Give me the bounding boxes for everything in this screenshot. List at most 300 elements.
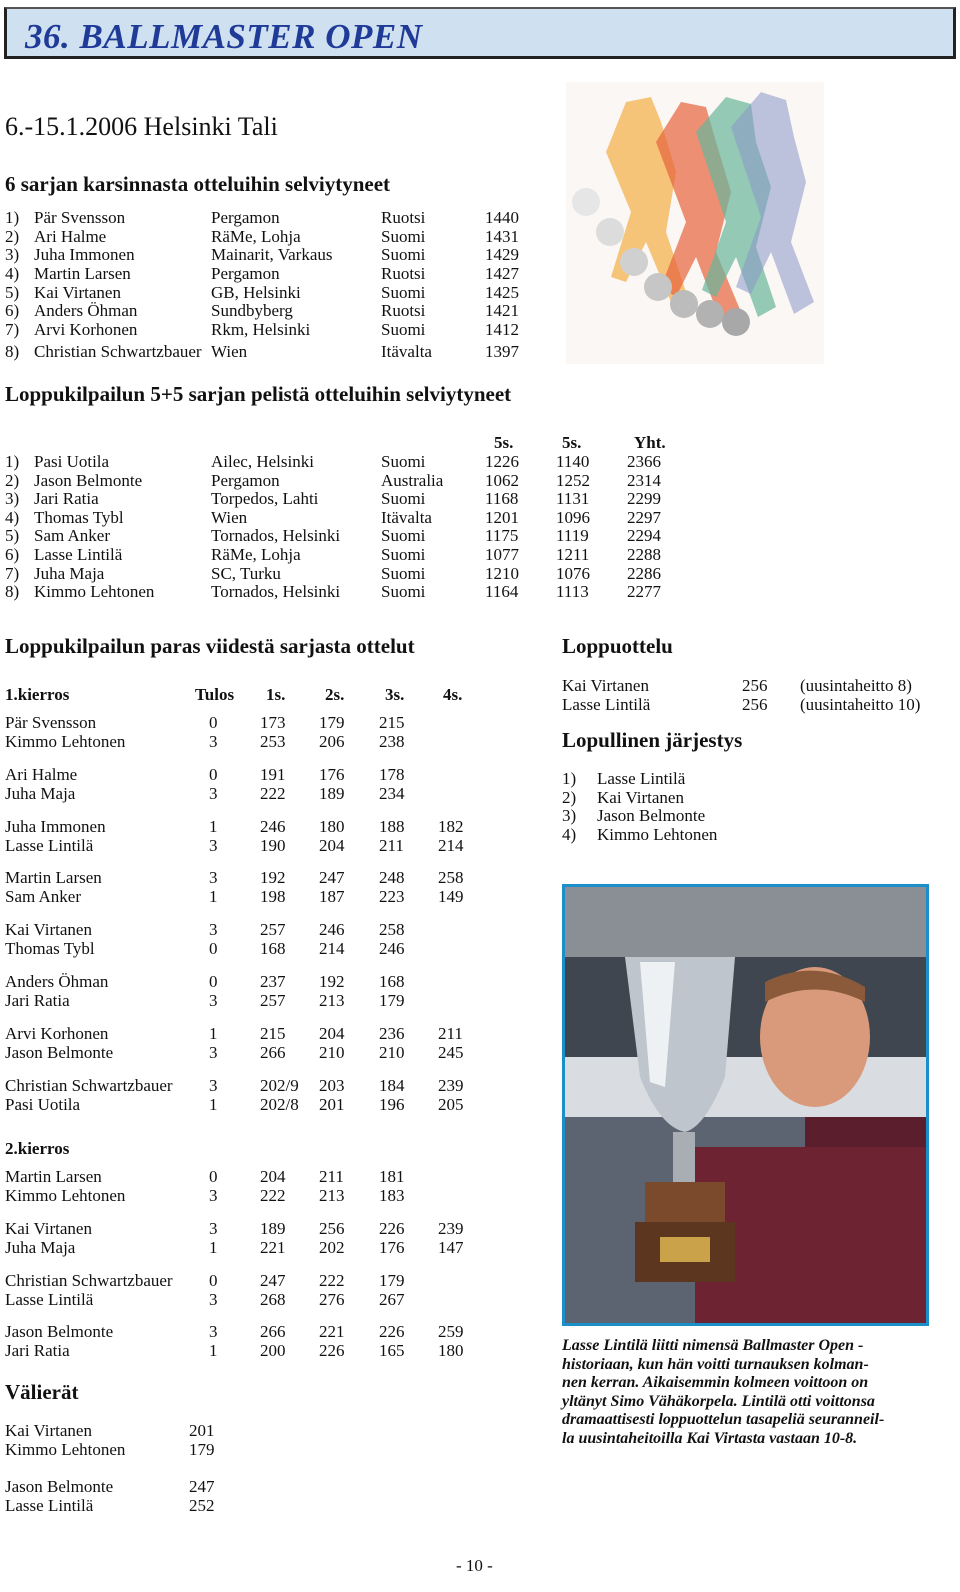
game-score: 214	[438, 835, 464, 855]
page-number: - 10 -	[456, 1556, 493, 1575]
final55-row	[0, 471, 700, 490]
col-5s-1: 5s.	[494, 433, 514, 452]
standings-heading: Lopullinen järjestys	[562, 728, 743, 752]
game-score: 245	[438, 1042, 464, 1062]
qual-pos: 1)	[5, 208, 20, 227]
final55-b: 1131	[556, 489, 590, 509]
final55-country: Suomi	[381, 526, 426, 546]
match-result: 1	[209, 1094, 218, 1114]
final55-name: Pasi Uotila	[34, 452, 110, 471]
final55-pos: 1)	[5, 452, 20, 471]
player-name: Kai Virtanen	[5, 920, 92, 940]
winner-photo	[562, 884, 929, 1326]
match-result: 0	[209, 939, 218, 959]
qual-score: 1412	[485, 320, 519, 339]
match-player-row	[0, 713, 480, 732]
game-score: 237	[260, 972, 286, 991]
qual-country: Suomi	[381, 245, 426, 264]
title-banner	[4, 7, 956, 59]
player-name: Thomas Tybl	[5, 939, 95, 959]
round2-label: 2.kierros	[5, 1139, 70, 1158]
qual-row	[0, 320, 560, 339]
qual-country: Itävalta	[381, 342, 432, 361]
game-score: 213	[319, 991, 345, 1010]
final-row	[0, 676, 950, 695]
game-score: 247	[319, 868, 345, 888]
qual-row	[0, 264, 560, 283]
game-score: 226	[319, 1341, 345, 1361]
match-result: 3	[209, 1322, 218, 1342]
match-result: 3	[209, 1186, 218, 1205]
caption-line: yltänyt Simo Vähäkorpela. Lintilä otti voittonsa	[562, 1392, 875, 1410]
match-result: 1	[209, 1023, 218, 1043]
player-name: Juha Maja	[5, 1237, 76, 1257]
game-score: 149	[438, 887, 464, 907]
match-result: 3	[209, 835, 218, 855]
game-score: 221	[260, 1237, 286, 1257]
qual-pos: 6)	[5, 301, 20, 320]
final55-pos: 3)	[5, 489, 20, 509]
match-result: 3	[209, 1075, 218, 1095]
final55-country: Suomi	[381, 452, 426, 471]
match-player-row	[0, 1095, 480, 1114]
final-name: Lasse Lintilä	[562, 694, 651, 714]
final55-b: 1140	[556, 452, 590, 471]
caption-line: Lasse Lintilä liitti nimensä Ballmaster Open -	[562, 1337, 864, 1354]
match-player-row	[0, 1024, 480, 1043]
player-name: Jason Belmonte	[5, 1042, 114, 1062]
game-score: 211	[379, 835, 404, 855]
game-score: 147	[438, 1237, 464, 1257]
final55-a: 1168	[485, 489, 519, 509]
qual-score: 1397	[485, 342, 519, 361]
final55-row	[0, 564, 700, 583]
player-name: Jari Ratia	[5, 991, 70, 1010]
game-score: 179	[379, 991, 405, 1010]
game-score: 210	[379, 1042, 405, 1062]
player-name: Anders Öhman	[5, 972, 109, 991]
standing-row	[0, 825, 950, 844]
player-name: Jason Belmonte	[5, 1477, 114, 1496]
game-score: 267	[379, 1289, 405, 1309]
game-score: 179	[319, 713, 345, 732]
qual-pos: 5)	[5, 283, 20, 302]
round1-label: 1.kierros	[5, 685, 70, 704]
final55-t: 2299	[627, 489, 661, 509]
match-player-row	[0, 868, 480, 887]
player-name: Martin Larsen	[5, 868, 102, 888]
match-player-row	[0, 920, 480, 939]
final55-pos: 7)	[5, 563, 20, 583]
match-result: 3	[209, 1042, 218, 1062]
game-score: 234	[379, 783, 405, 803]
game-score: 238	[379, 732, 405, 751]
qual-name: Juha Immonen	[34, 245, 135, 264]
qual-club: Wien	[211, 342, 248, 361]
qual-country: Suomi	[381, 283, 426, 302]
game-score: 266	[260, 1042, 286, 1062]
player-name: Juha Maja	[5, 783, 76, 803]
match-player-row	[0, 1219, 480, 1238]
qual-heading: 6 sarjan karsinnasta otteluihin selviytyneet	[5, 172, 391, 196]
final55-pos: 4)	[5, 507, 20, 527]
game-score: 168	[379, 972, 405, 991]
game-score: 236	[379, 1023, 405, 1043]
matches-heading: Loppukilpailun paras viidestä sarjasta ottelut	[5, 634, 415, 658]
final55-t: 2314	[627, 470, 661, 490]
final55-name: Kimmo Lehtonen	[34, 582, 155, 602]
final55-a: 1226	[485, 452, 519, 471]
game-score: 184	[379, 1075, 405, 1095]
game-score: 213	[319, 1186, 345, 1205]
game-score: 258	[379, 920, 405, 940]
match-player-row	[0, 1290, 480, 1309]
final55-club: RäMe, Lohja	[211, 545, 301, 564]
semi-score: 179	[189, 1440, 215, 1459]
dateline: 6.-15.1.2006 Helsinki Tali	[5, 112, 278, 141]
qual-name: Ari Halme	[34, 227, 107, 246]
qual-name: Arvi Korhonen	[34, 320, 138, 339]
match-player-row	[0, 732, 480, 751]
game-score: 187	[319, 887, 345, 907]
qual-pos: 8)	[5, 342, 20, 361]
match-result: 1	[209, 1341, 218, 1361]
game-score: 204	[319, 835, 345, 855]
qual-country: Ruotsi	[381, 264, 426, 283]
final-note: (uusintaheitto 8)	[800, 676, 912, 695]
caption-line: dramaattisesti loppuottelun tasapeliä seuranneil-	[562, 1411, 885, 1428]
caption-line: nen kerran. Aikaisemmin kolmeen voittoon on	[562, 1374, 869, 1391]
game-score: 192	[319, 972, 345, 991]
game-score: 266	[260, 1322, 286, 1342]
match-result: 0	[209, 764, 218, 784]
match-player-row	[0, 1271, 480, 1290]
match-player-row	[0, 939, 480, 958]
final-row	[0, 695, 950, 714]
game-score: 182	[438, 816, 464, 836]
qual-row	[0, 283, 560, 302]
match-result: 3	[209, 783, 218, 803]
match-result: 1	[209, 816, 218, 836]
qual-pos: 7)	[5, 320, 20, 339]
qual-row	[0, 342, 560, 361]
final55-b: 1096	[556, 507, 590, 527]
final55-club: SC, Turku	[211, 563, 281, 583]
final55-country: Australia	[381, 470, 444, 490]
semi-player-row	[0, 1421, 260, 1440]
qual-name: Anders Öhman	[34, 301, 138, 320]
game-score: 215	[260, 1023, 286, 1043]
game-score: 210	[319, 1042, 345, 1062]
qual-row	[0, 301, 560, 320]
standing-pos: 4)	[562, 824, 577, 844]
photo-caption	[562, 1337, 932, 1448]
final55-heading: Loppukilpailun 5+5 sarjan pelistä otteluihin selviytyneet	[5, 382, 512, 406]
final55-a: 1175	[485, 526, 519, 546]
bowler-artwork	[566, 82, 824, 364]
final55-club: Tornados, Helsinki	[211, 526, 341, 546]
standing-row	[0, 788, 950, 807]
game-score: 189	[319, 783, 345, 803]
game-score: 206	[319, 732, 345, 751]
col-3s: 3s.	[385, 685, 405, 704]
final55-club: Ailec, Helsinki	[211, 452, 314, 471]
standing-name: Lasse Lintilä	[597, 769, 686, 788]
final55-name: Thomas Tybl	[34, 507, 124, 527]
final55-t: 2297	[627, 507, 661, 527]
final-score: 256	[742, 694, 768, 714]
qual-pos: 2)	[5, 227, 20, 246]
qual-row	[0, 227, 560, 246]
game-score: 211	[438, 1023, 463, 1043]
final55-t: 2277	[627, 582, 661, 602]
semi-score: 252	[189, 1496, 215, 1515]
final55-a: 1062	[485, 470, 519, 490]
final55-country: Suomi	[381, 545, 426, 564]
game-score: 176	[319, 764, 345, 784]
final55-b: 1113	[556, 582, 589, 602]
game-score: 248	[379, 868, 405, 888]
match-player-row	[0, 1076, 480, 1095]
match-result: 1	[209, 887, 218, 907]
final-name: Kai Virtanen	[562, 676, 649, 695]
trophy-photo-illustration	[565, 887, 926, 1323]
game-score: 259	[438, 1322, 464, 1342]
qual-club: GB, Helsinki	[211, 283, 301, 302]
col-1s: 1s.	[266, 685, 286, 704]
standing-name: Kai Virtanen	[597, 787, 684, 807]
final55-a: 1201	[485, 507, 519, 527]
game-score: 188	[379, 816, 405, 836]
qual-score: 1421	[485, 301, 519, 320]
final55-row	[0, 452, 700, 471]
player-name: Pär Svensson	[5, 713, 97, 732]
semi-score: 201	[189, 1421, 215, 1440]
qual-name: Christian Schwartzbauer	[34, 342, 202, 361]
game-score: 183	[379, 1186, 405, 1205]
match-result: 1	[209, 1237, 218, 1257]
match-result: 3	[209, 920, 218, 940]
qual-score: 1429	[485, 245, 519, 264]
final55-pos: 6)	[5, 545, 20, 564]
final55-a: 1164	[485, 582, 519, 602]
semi-player-row	[0, 1440, 260, 1459]
game-score: 201	[319, 1094, 345, 1114]
final55-row	[0, 489, 700, 508]
final55-name: Sam Anker	[34, 526, 111, 546]
player-name: Lasse Lintilä	[5, 1496, 94, 1515]
player-name: Juha Immonen	[5, 816, 106, 836]
final55-club: Wien	[211, 507, 248, 527]
game-score: 178	[379, 764, 405, 784]
match-player-row	[0, 1167, 480, 1186]
final55-country: Suomi	[381, 582, 426, 602]
qual-score: 1427	[485, 264, 519, 283]
semi-player-row	[0, 1477, 260, 1496]
match-result: 3	[209, 732, 218, 751]
caption-line: historiaan, kun hän voitti turnauksen kolman-	[562, 1355, 869, 1373]
game-score: 258	[438, 868, 464, 888]
game-score: 180	[438, 1341, 464, 1361]
standing-pos: 1)	[562, 769, 577, 788]
semi-player-row	[0, 1496, 260, 1515]
game-score: 198	[260, 887, 286, 907]
match-result: 3	[209, 1289, 218, 1309]
final55-row	[0, 508, 700, 527]
final55-header	[0, 433, 700, 452]
match-result: 3	[209, 991, 218, 1010]
final55-name: Jari Ratia	[34, 489, 99, 509]
match-player-row	[0, 1043, 480, 1062]
final55-country: Suomi	[381, 563, 426, 583]
game-score: 276	[319, 1289, 345, 1309]
game-score: 204	[260, 1167, 286, 1186]
col-total: Yht.	[634, 433, 666, 452]
standing-pos: 2)	[562, 787, 577, 807]
final-note: (uusintaheitto 10)	[800, 694, 921, 714]
game-score: 246	[319, 920, 345, 940]
game-score: 202/9	[260, 1075, 299, 1095]
player-name: Lasse Lintilä	[5, 1289, 94, 1309]
match-player-row	[0, 1322, 480, 1341]
game-score: 221	[319, 1322, 345, 1342]
game-score: 226	[379, 1218, 405, 1238]
game-score: 180	[319, 816, 345, 836]
player-name: Kimmo Lehtonen	[5, 1186, 126, 1205]
player-name: Pasi Uotila	[5, 1094, 81, 1114]
game-score: 203	[319, 1075, 345, 1095]
match-player-row	[0, 1341, 480, 1360]
player-name: Arvi Korhonen	[5, 1023, 109, 1043]
qual-score: 1440	[485, 208, 519, 227]
game-score: 181	[379, 1167, 405, 1186]
col-tulos: Tulos	[195, 685, 235, 704]
final-heading: Loppuottelu	[562, 634, 673, 658]
standing-row	[0, 806, 950, 825]
final55-b: 1119	[556, 526, 589, 546]
qual-club: RäMe, Lohja	[211, 227, 301, 246]
final55-country: Itävalta	[381, 507, 432, 527]
semi-score: 247	[189, 1477, 215, 1496]
game-score: 190	[260, 835, 286, 855]
player-name: Jason Belmonte	[5, 1322, 114, 1342]
caption-line: la uusintaheitoilla Kai Virtasta vastaan 10-8.	[562, 1429, 858, 1447]
game-score: 222	[260, 783, 286, 803]
match-player-row	[0, 972, 480, 991]
game-score: 247	[260, 1270, 286, 1290]
standing-name: Jason Belmonte	[597, 806, 706, 826]
match-result: 0	[209, 713, 218, 732]
game-score: 204	[319, 1023, 345, 1043]
col-5s-2: 5s.	[562, 433, 582, 452]
final55-b: 1211	[556, 545, 590, 564]
game-score: 246	[260, 816, 286, 836]
game-score: 165	[379, 1341, 405, 1361]
game-score: 239	[438, 1075, 464, 1095]
game-score: 189	[260, 1218, 286, 1238]
qual-club: Pergamon	[211, 208, 280, 227]
player-name: Kai Virtanen	[5, 1218, 92, 1238]
qual-name: Kai Virtanen	[34, 283, 121, 302]
final55-name: Juha Maja	[34, 563, 105, 583]
qual-country: Suomi	[381, 320, 426, 339]
standing-name: Kimmo Lehtonen	[597, 824, 718, 844]
qual-pos: 3)	[5, 245, 20, 264]
game-score: 226	[379, 1322, 405, 1342]
qual-row	[0, 245, 560, 264]
final55-club: Tornados, Helsinki	[211, 582, 341, 602]
game-score: 168	[260, 939, 286, 959]
qual-club: Pergamon	[211, 264, 280, 283]
final55-t: 2366	[627, 452, 661, 471]
game-score: 215	[379, 713, 405, 732]
qual-club: Sundbyberg	[211, 301, 293, 320]
game-score: 196	[379, 1094, 405, 1114]
game-score: 200	[260, 1341, 286, 1361]
final55-t: 2288	[627, 545, 661, 564]
game-score: 205	[438, 1094, 464, 1114]
match-result: 3	[209, 1218, 218, 1238]
qual-score: 1431	[485, 227, 519, 246]
player-name: Kimmo Lehtonen	[5, 732, 126, 751]
final-score: 256	[742, 676, 768, 695]
match-result: 0	[209, 1167, 218, 1186]
game-score: 257	[260, 920, 286, 940]
col-4s: 4s.	[443, 685, 463, 704]
match-result: 0	[209, 972, 218, 991]
standing-row	[0, 769, 950, 788]
final55-pos: 5)	[5, 526, 20, 546]
match-result: 0	[209, 1270, 218, 1290]
qual-country: Ruotsi	[381, 208, 426, 227]
game-score: 257	[260, 991, 286, 1010]
standing-pos: 3)	[562, 806, 577, 826]
qual-country: Suomi	[381, 227, 426, 246]
col-2s: 2s.	[325, 685, 345, 704]
game-score: 253	[260, 732, 286, 751]
semis-heading: Välierät	[5, 1380, 79, 1404]
player-name: Martin Larsen	[5, 1167, 102, 1186]
game-score: 202/8	[260, 1094, 299, 1114]
final55-club: Pergamon	[211, 470, 280, 490]
player-name: Lasse Lintilä	[5, 835, 94, 855]
game-score: 192	[260, 868, 286, 888]
game-score: 176	[379, 1237, 405, 1257]
final55-name: Lasse Lintilä	[34, 545, 123, 564]
player-name: Christian Schwartzbauer	[5, 1075, 173, 1095]
qual-club: Mainarit, Varkaus	[211, 245, 333, 264]
final55-row	[0, 526, 700, 545]
game-score: 191	[260, 764, 286, 784]
match-result: 3	[209, 868, 218, 888]
player-name: Christian Schwartzbauer	[5, 1270, 173, 1290]
player-name: Jari Ratia	[5, 1341, 70, 1361]
qual-country: Ruotsi	[381, 301, 426, 320]
game-score: 246	[379, 939, 405, 959]
final55-b: 1252	[556, 470, 590, 490]
game-score: 223	[379, 887, 405, 907]
final55-country: Suomi	[381, 489, 426, 509]
final55-name: Jason Belmonte	[34, 470, 143, 490]
match-player-row	[0, 887, 480, 906]
qual-pos: 4)	[5, 264, 20, 283]
final55-t: 2286	[627, 563, 661, 583]
page-title: 36. BALLMASTER OPEN	[25, 17, 423, 56]
game-score: 256	[319, 1218, 345, 1238]
final55-pos: 2)	[5, 470, 20, 490]
player-name: Ari Halme	[5, 764, 78, 784]
match-player-row	[0, 991, 480, 1010]
